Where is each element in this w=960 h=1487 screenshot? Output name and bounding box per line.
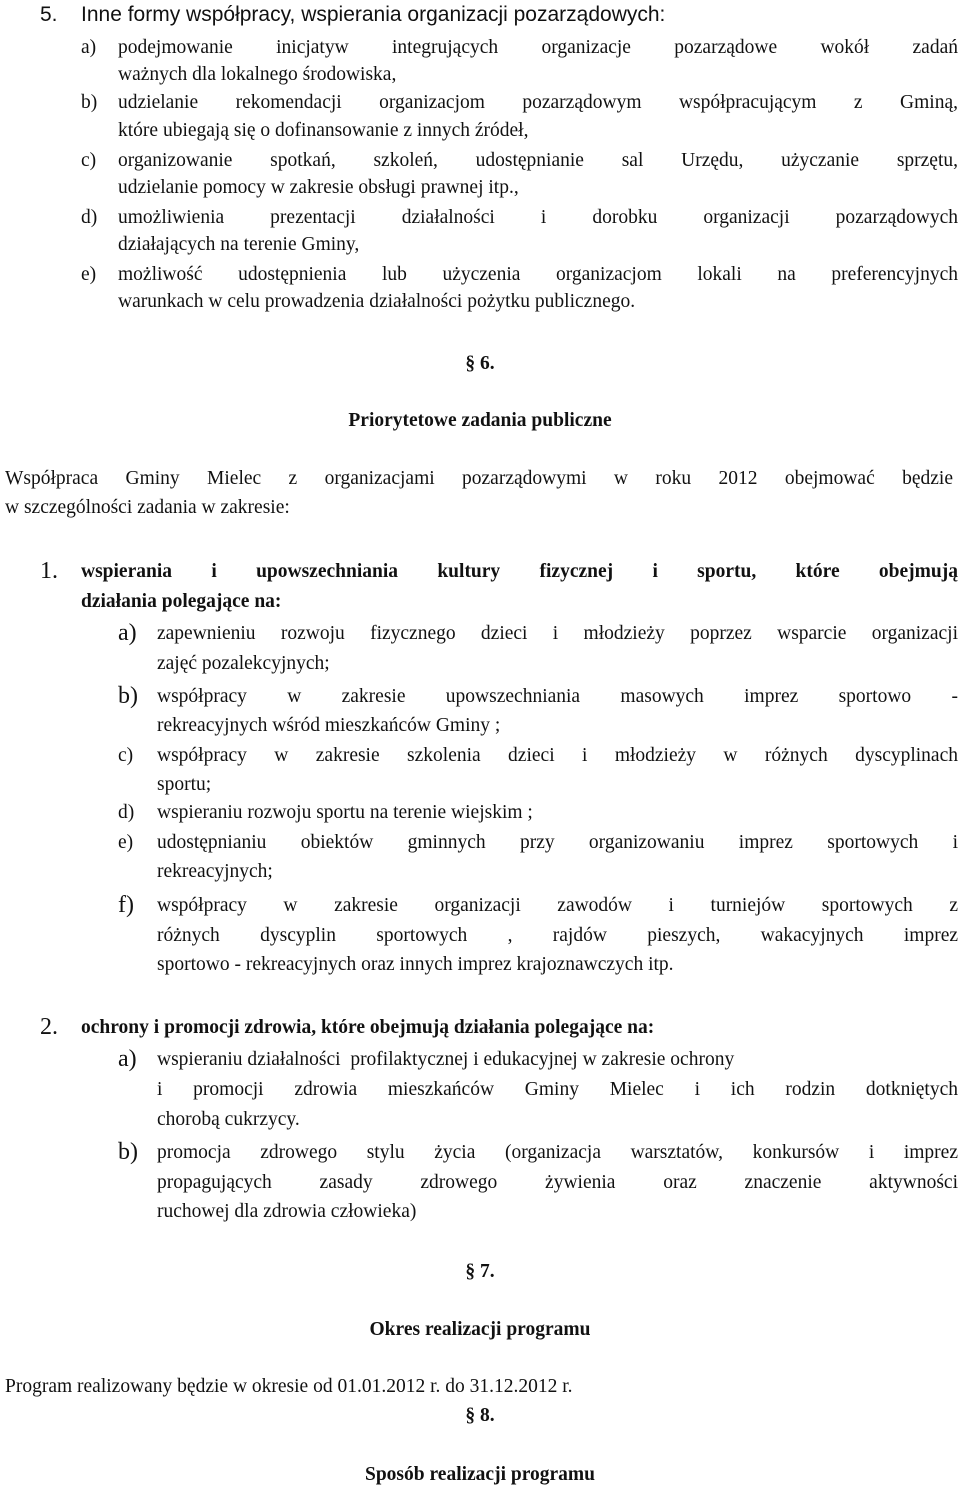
item-line: udzielanie rekomendacji organizacjom pozarządowym współpracującym z Gminą, <box>118 92 958 113</box>
item-line: umożliwienia prezentacji działalności i dorobku organizacji pozarządowych <box>118 207 958 228</box>
item-marker: f) <box>118 892 134 918</box>
point-number: 2. <box>40 1014 58 1040</box>
item-line: współpracy w zakresie organizacji zawodów i turniejów sportowych z <box>157 895 958 916</box>
item-line: zapewnieniu rozwoju fizycznego dzieci i młodzieży poprzez wsparcie organizacji <box>157 623 958 644</box>
item-line: organizowanie spotkań, szkoleń, udostępnianie sal Urzędu, użyczanie sprzętu, <box>118 150 958 171</box>
item-line: sportowo - rekreacyjnych oraz innych imprez krajoznawczych itp. <box>157 954 674 975</box>
item-line: propagujących zasady zdrowego żywienia oraz znaczenie aktywności <box>157 1172 958 1193</box>
item-marker: c) <box>118 745 134 766</box>
item-marker: a) <box>118 1046 137 1072</box>
item-line: ważnych dla lokalnego środowiska, <box>118 64 397 85</box>
section-title: Inne formy współpracy, wspierania organizacji pozarządowych: <box>81 3 666 26</box>
item-line: współpracy w zakresie szkolenia dzieci i młodzieży w różnych dyscyplinach <box>157 745 958 766</box>
item-marker: e) <box>81 264 97 285</box>
paragraph-sign: § 8. <box>465 1405 495 1426</box>
item-marker: a) <box>118 620 137 646</box>
item-marker: c) <box>81 150 97 171</box>
point-title: działania polegające na: <box>81 591 282 612</box>
item-line: działających na terenie Gminy, <box>118 234 360 255</box>
item-line: chorobą cukrzycy. <box>157 1109 300 1130</box>
item-line: podejmowanie inicjatyw integrujących organizacje pozarządowe wokół zadań <box>118 37 958 58</box>
item-line: wspieraniu rozwoju sportu na terenie wiejskim ; <box>157 802 533 823</box>
section-number: 5. <box>40 3 58 26</box>
paragraph-sign: § 6. <box>465 353 495 374</box>
item-line: rekreacyjnych; <box>157 861 273 882</box>
intro-line: w szczególności zadania w zakresie: <box>5 497 290 518</box>
item-line: ruchowej dla zdrowia człowieka) <box>157 1201 417 1222</box>
paragraph-sign: § 7. <box>465 1261 495 1282</box>
item-marker: b) <box>118 1139 138 1165</box>
item-line: które ubiegają się o dofinansowanie z innych źródeł, <box>118 120 529 141</box>
item-marker: d) <box>118 802 135 823</box>
item-marker: e) <box>118 832 134 853</box>
item-line: współpracy w zakresie upowszechniania masowych imprez sportowo - <box>157 686 958 707</box>
item-line: zajęć pozalekcyjnych; <box>157 653 330 674</box>
item-line: wspieraniu działalności profilaktycznej i edukacyjnej w zakresie ochrony <box>157 1049 735 1070</box>
point-title: ochrony i promocji zdrowia, które obejmują działania polegające na: <box>81 1017 655 1038</box>
item-marker: b) <box>118 683 138 709</box>
item-line: promocja zdrowego stylu życia (organizacja warsztatów, konkursów i imprez <box>157 1142 958 1163</box>
item-marker: d) <box>81 207 98 228</box>
item-line: różnych dyscyplin sportowych , rajdów pieszych, wakacyjnych imprez <box>157 925 958 946</box>
item-marker: a) <box>81 37 97 58</box>
point-number: 1. <box>40 558 58 584</box>
section-heading: Priorytetowe zadania publiczne <box>348 410 612 431</box>
item-marker: b) <box>81 92 98 113</box>
item-line: udostępnianiu obiektów gminnych przy organizowaniu imprez sportowych i <box>157 832 958 853</box>
point-title: wspierania i upowszechniania kultury fizycznej i sportu, które obejmują <box>81 561 958 582</box>
period-text: Program realizowany będzie w okresie od 01.01.2012 r. do 31.12.2012 r. <box>5 1376 573 1397</box>
item-line: możliwość udostępnienia lub użyczenia organizacjom lokali na preferencyjnych <box>118 264 958 285</box>
item-line: udzielanie pomocy w zakresie obsługi prawnej itp., <box>118 177 519 198</box>
section-heading: Okres realizacji programu <box>369 1319 591 1340</box>
item-line: rekreacyjnych wśród mieszkańców Gminy ; <box>157 715 501 736</box>
item-line: i promocji zdrowia mieszkańców Gminy Mielec i ich rodzin dotkniętych <box>157 1079 958 1100</box>
item-line: sportu; <box>157 774 212 795</box>
section-heading: Sposób realizacji programu <box>364 1464 596 1485</box>
intro-line: Współpraca Gminy Mielec z organizacjami pozarządowymi w roku 2012 obejmować będzie <box>5 468 953 489</box>
item-line: warunkach w celu prowadzenia działalności pożytku publicznego. <box>118 291 636 312</box>
